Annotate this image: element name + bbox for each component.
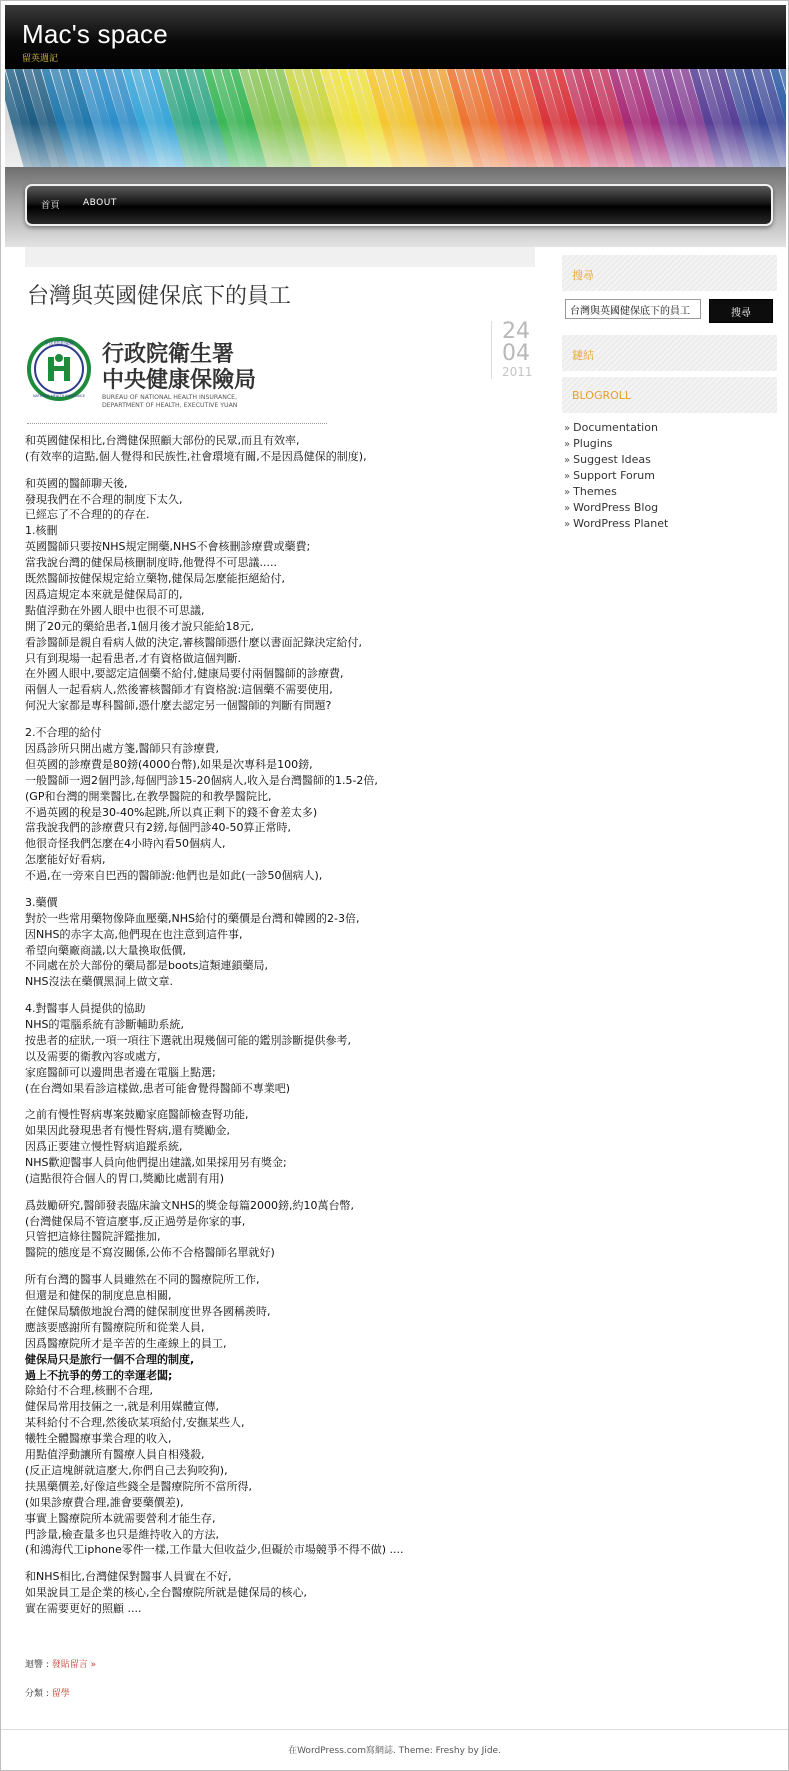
links-widget-header [562, 335, 777, 371]
logo-ring-text: NATIONAL HEALTH INSURANCE [32, 394, 86, 398]
blogroll-link[interactable]: » Documentation [564, 420, 668, 436]
post-paragraph: 3.藥價 對於一些常用藥物像降血壓藥,NHS給付的藥價是台灣和韓國的2-3倍, 因NHS的赤字太高,他們現在也注意到這件事, 希望向藥廠商議,以大量換取低價, 不同處在於大部份的藥局都是boots這類連鎖藥局, NHS沒法在藥價黑洞上做文章. [25, 895, 360, 989]
main-nav-bar [25, 184, 773, 226]
post-paragraph: 和英國健保相比,台灣健保照顧大部份的民眾,而且有效率, (有效率的這點,個人覺得和民族性,社會環境有關,不是因爲健保的制度), [25, 434, 367, 463]
nhi-logo [27, 329, 327, 413]
post-body [25, 433, 535, 1628]
post-paragraph: 所有台灣的醫事人員雖然在不同的醫療院所工作, 但還是和健保的制度息息相關, 在健保局驕傲地說台灣的健保制度世界各國稱羨時, 應該要感謝所有醫療院所和從業人員, 因爲醫療院所才是辛苦的生產線上的員工, 健保局只是旅行一個不合理的制度, 過上不抗爭的勞工的幸運老闆; 除給付不合理,核刪不合理, 健保局常用技倆之一,就是利用媒體宣傳, 某科給付不合理,然後砍某項給付,安撫某些人, 犧牲全體醫療事業合理的收入, 用點值浮動讓所有醫療人員自相殘殺, (反正這塊餅就這麼大,你們自己去狗咬狗), 扶黑藥價差,好像這些錢全是醫療院所不當所得, (如果診療費合理,誰會要藥價差), 事實上醫療院所本就需要營利才能生存, 門診量,檢查量多也只是維持收入的方法, (和鴻海代工iphone零件一樣,工作量大但收益少,但礙於市場競爭不得不做) .... [25, 1273, 404, 1557]
logo-line1: 行政院衛生署 [102, 341, 235, 367]
blogroll-link[interactable]: » Themes [564, 484, 668, 500]
search-widget-header [562, 255, 777, 291]
navigation-area [5, 167, 786, 247]
blogroll-link[interactable]: » Suggest Ideas [564, 452, 668, 468]
site-footer [1, 1729, 788, 1770]
blogroll-widget-title: BLOGROLL [572, 389, 632, 402]
links-widget-title: 鏈結 [572, 349, 594, 362]
search-input[interactable] [565, 299, 701, 319]
nav-item-home[interactable]: 首頁 [41, 201, 61, 211]
category-row [25, 1686, 70, 1699]
blogroll-list [564, 420, 668, 532]
bold-statement: 健保局只是旅行一個不合理的制度, 過上不抗爭的勞工的幸運老闆; [25, 1352, 195, 1382]
category-link[interactable]: 留學 [51, 1689, 70, 1699]
search-widget-title: 搜尋 [572, 269, 594, 282]
category-label: 分類 : [25, 1689, 52, 1699]
post-paragraph: 4.對醫事人員提供的協助 NHS的電腦系統有診斷輔助系統, 按患者的症狀,一項一項往下選就出現幾個可能的鑑別診斷提供參考, 以及需要的衛教內容或處方, 家庭醫師可以邊問患者邊在電腦上點選; (在台灣如果看診這樣做,患者可能會覺得醫師不專業吧) [25, 1002, 351, 1095]
logo-en2: DEPARTMENT OF HEALTH, EXECUTIVE YUAN [102, 402, 238, 409]
blogroll-link[interactable]: » Support Forum [564, 468, 668, 484]
logo-badge-text: 全民健康保險 [43, 341, 75, 347]
comments-row [25, 1657, 96, 1670]
search-button[interactable]: 搜尋 [709, 299, 773, 323]
post-date [491, 321, 546, 379]
blogroll-link[interactable]: » WordPress Blog [564, 500, 668, 516]
post-date-year: 2011 [502, 365, 533, 379]
nav-item-about[interactable]: ABOUT [83, 198, 117, 208]
post-paragraph: 和英國的醫師聊天後, 發現我們在不合理的制度下太久, 已經忘了不合理的的存在. 1.核刪 英國醫師只要按NHS規定開藥,NHS不會核刪診療費或藥費; 當我說台灣的健保局核刪制度時,他覺得不可思議..... 既然醫師按健保規定給立藥物,健保局怎麼能拒絕給付, 因爲這規定本來就是健保局訂的, 點值浮動在外國人眼中也很不可思議, 開了20元的藥給患者,1個月後才說只能給18元, 看診醫師是親自看病人做的決定,審核醫師憑什麼以書面記錄決定給付, 只有到現場一起看患者,才有資格做這個判斷. 在外國人眼中,要認定這個藥不給付,健康局要付兩個醫師的診療費, 兩個人一起看病人,然後審核醫師才有資格說:這個藥不需要使用, 何況大家都是專科醫師,憑什麼去認定另一個醫師的判斷有問題? [25, 476, 362, 713]
logo-divider [27, 423, 327, 424]
comments-label: 迴響 : [25, 1660, 52, 1670]
site-title[interactable]: Mac's space [22, 19, 168, 49]
content-top-bar [25, 247, 535, 267]
color-swatch-banner [5, 69, 786, 167]
logo-line2: 中央健康保險局 [102, 367, 257, 393]
header-banner-image [5, 69, 786, 167]
footer-credits[interactable]: 在WordPress.com寫網誌. Theme: Freshy by Jide. [288, 1746, 501, 1756]
blogroll-link[interactable]: » WordPress Planet [564, 516, 668, 532]
post-paragraph: 2.不合理的給付 因爲診所只開出處方箋,醫師只有診療費, 但英國的診療費是80鎊(4000台幣),如果是次專科是100鎊, 一般醫師一週2個門診,每個門診15-20個病人,收入是台灣醫師的1.5-2倍, (GP和台灣的開業醫比,在教學醫院的和教學醫院比, 不過英國的稅是30-40%起跳,所以真正剩下的錢不會差太多) 當我說我們的診療費只有2鎊,每個門診40-50算正常時, 他很奇怪我們怎麼在4小時內看50個病人, 怎麼能好好看病, 不過,在一旁來自巴西的醫師說:他們也是如此(一診50個病人), [25, 726, 378, 883]
post-title[interactable]: 台灣與英國健保底下的員工 [27, 284, 292, 309]
add-comment-link[interactable]: 發貼留言 » [51, 1660, 97, 1670]
post-date-day: 24 [502, 319, 530, 344]
site-header [5, 5, 786, 69]
logo-en1: BUREAU OF NATIONAL HEALTH INSURANCE, [102, 394, 238, 401]
nhi-logo-image [27, 329, 327, 413]
post-date-month: 04 [502, 341, 530, 366]
post-paragraph: 之前有慢性腎病專案鼓勵家庭醫師檢查腎功能, 如果因此發現患者有慢性腎病,還有獎勵金, 因爲正要建立慢性腎病追蹤系統, NHS歡迎醫事人員向他們提出建議,如果採用另有獎金; (這點很符合個人的胃口,獎勵比處罰有用) [25, 1108, 287, 1185]
site-description: 留英週記 [22, 54, 59, 64]
blogroll-link[interactable]: » Plugins [564, 436, 668, 452]
blogroll-widget-header [562, 377, 777, 413]
post-paragraph: 和NHS相比,台灣健保對醫事人員實在不好, 如果說員工是企業的核心,全台醫療院所就是健保局的核心, 實在需要更好的照顧 .... [25, 1570, 307, 1615]
post-paragraph: 爲鼓勵研究,醫師發表臨床論文NHS的獎金每篇2000鎊,約10萬台幣, (台灣健保局不管這麼事,反正過勞是你家的事, 只管把這條往醫院評鑑推加, 醫院的態度是不寫沒關係,公佈不合格醫師名單就好) [25, 1198, 354, 1260]
